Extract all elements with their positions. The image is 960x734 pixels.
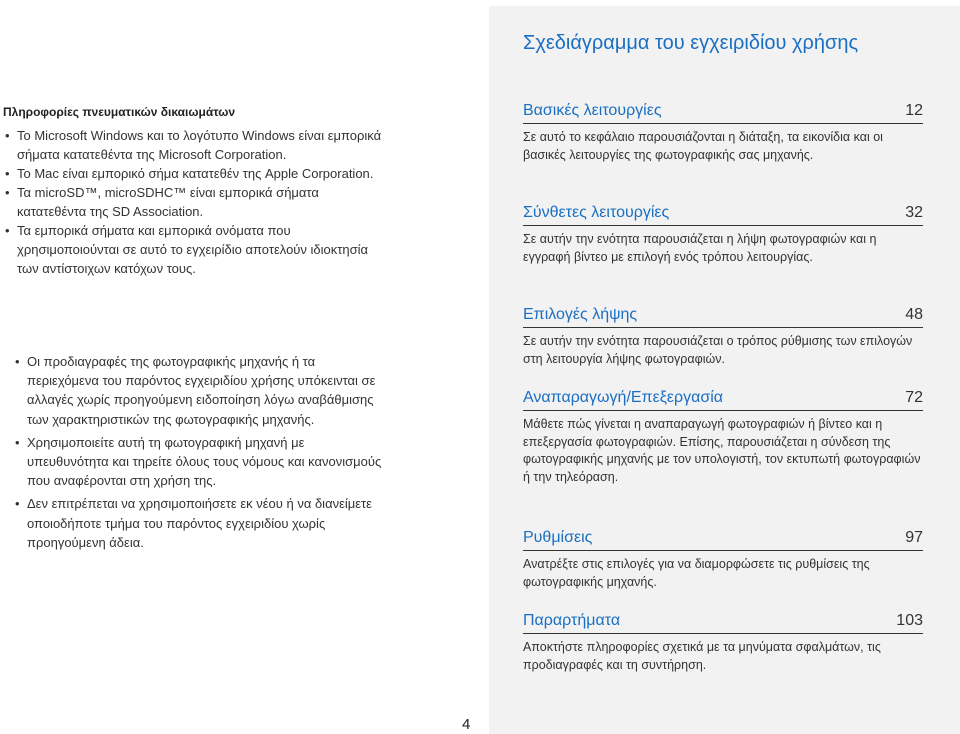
notice-section [13, 352, 383, 552]
chapter-title[interactable]: Παραρτήματα [523, 612, 621, 629]
outline-title: Σχεδιάγραμμα του εγχειριδίου χρήσης [523, 32, 859, 54]
chapter-shooting-options[interactable] [523, 306, 923, 368]
chapter-page[interactable]: 103 [896, 612, 923, 629]
chapter-description: Σε αυτήν την ενότητα παρουσιάζεται ο τρόπος ρύθμισης των επιλογών στη λειτουργία λήψης φωτογραφιών. [523, 334, 913, 366]
notice-list [13, 352, 383, 552]
copyright-item: • Το Mac είναι εμπορικό σήμα κατατεθέν της Apple Corporation. [3, 164, 383, 183]
copyright-item: • Τα εμπορικά σήματα και εμπορικά ονόματα που χρησιμοποιούνται σε αυτό το εγχειρίδιο αποτελούν ιδιοκτησία των αντίστοιχων κατόχων τους. [3, 221, 383, 278]
chapter-header [523, 389, 923, 411]
chapter-header [523, 529, 923, 551]
chapter-page[interactable]: 72 [905, 389, 923, 406]
chapter-description: Μάθετε πώς γίνεται η αναπαραγωγή φωτογραφιών ή βίντεο και η επεξεργασία φωτογραφιών. Επίσης, παρουσιάζεται η σύνδεση της φωτογραφικής μηχανής με τον υπολογιστή, τον εκτυπωτή φωτογραφιών ή την τηλεόραση. [523, 417, 921, 484]
chapter-basic-functions[interactable] [523, 102, 923, 164]
chapter-description: Ανατρέξτε στις επιλογές για να διαμορφώσετε τις ρυθμίσεις της φωτογραφικής μηχανής. [523, 557, 870, 589]
chapter-description: Σε αυτό το κεφάλαιο παρουσιάζονται η διάταξη, τα εικονίδια και οι βασικές λειτουργίες της φωτογραφικής σας μηχανής. [523, 130, 883, 162]
chapter-advanced-functions[interactable] [523, 204, 923, 266]
page-number: 4 [462, 716, 471, 733]
copyright-item: • Τα microSD™, microSDHC™ είναι εμπορικά σήματα κατατεθέντα της SD Association. [3, 183, 383, 221]
chapter-title[interactable]: Σύνθετες λειτουργίες [523, 204, 670, 221]
chapter-appendixes[interactable] [523, 612, 923, 674]
chapter-page[interactable]: 12 [905, 102, 923, 119]
notice-item: • Δεν επιτρέπεται να χρησιμοποιήσετε εκ νέου ή να διανείμετε οποιοδήποτε τμήμα του παρόντος εγχειριδίου χωρίς προηγούμενη άδεια. [13, 494, 383, 552]
chapter-page[interactable]: 32 [905, 204, 923, 221]
chapter-title[interactable]: Ρυθμίσεις [523, 529, 593, 546]
copyright-item: • Το Microsoft Windows και το λογότυπο Windows είναι εμπορικά σήματα κατατεθέντα της Microsoft Corporation. [3, 126, 383, 164]
chapter-title[interactable]: Αναπαραγωγή/Επεξεργασία [523, 389, 724, 406]
copyright-heading: Πληροφορίες πνευματικών δικαιωμάτων [3, 105, 236, 119]
chapter-playback-editing[interactable] [523, 389, 923, 486]
chapter-header [523, 306, 923, 328]
chapter-page[interactable]: 48 [905, 306, 923, 323]
chapter-page[interactable]: 97 [905, 529, 923, 546]
chapter-settings[interactable] [523, 529, 923, 591]
copyright-section [3, 105, 383, 278]
chapter-title[interactable]: Βασικές λειτουργίες [523, 102, 662, 119]
chapter-header [523, 204, 923, 226]
chapter-header [523, 612, 923, 634]
chapter-header [523, 102, 923, 124]
chapter-title[interactable]: Επιλογές λήψης [523, 306, 638, 323]
chapter-description: Σε αυτήν την ενότητα παρουσιάζεται η λήψη φωτογραφιών και η εγγραφή βίντεο με επιλογή ενός τρόπου λειτουργίας. [523, 232, 877, 264]
copyright-list [3, 126, 383, 278]
chapter-description: Αποκτήστε πληροφορίες σχετικά με τα μηνύματα σφαλμάτων, τις προδιαγραφές και τη συντήρηση. [523, 640, 881, 672]
notice-item: • Οι προδιαγραφές της φωτογραφικής μηχανής ή τα περιεχόμενα του παρόντος εγχειριδίου χρήσης υπόκεινται σε αλλαγές χωρίς προηγούμενη ειδοποίηση λόγω αναβάθμισης των χαρακτηριστικών της φωτογραφικής μηχανής. [13, 352, 383, 429]
notice-item: • Χρησιμοποιείτε αυτή τη φωτογραφική μηχανή με υπευθυνότητα και τηρείτε όλους τους νόμους και κανονισμούς που αναφέρονται στη χρήση της. [13, 433, 383, 491]
